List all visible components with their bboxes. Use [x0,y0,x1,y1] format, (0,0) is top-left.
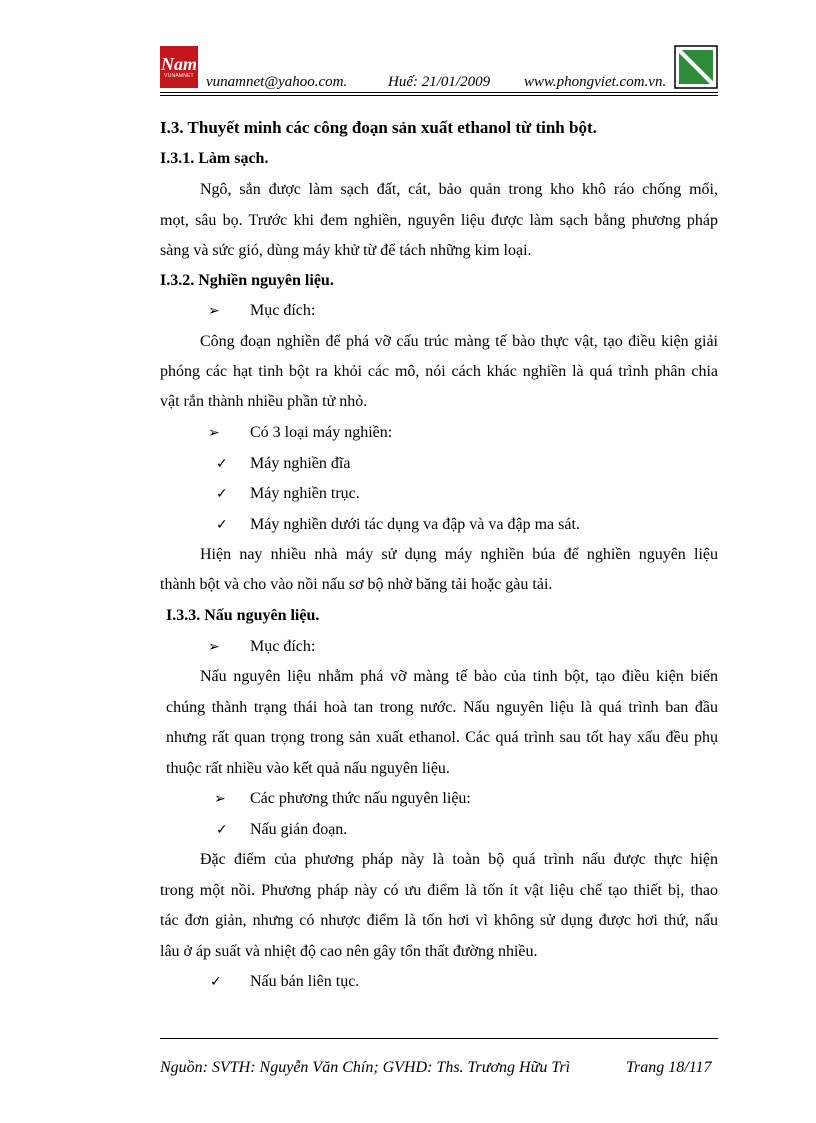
paragraph-line: Đặc điểm của phương pháp này là toàn bộ quá trình nấu được thực hiện [200,851,718,868]
paragraph-line: trong một nồi. Phương pháp này có ưu điểm là tốn ít vật liệu chế tạo thiết bị, thao [160,882,718,899]
list-item-check: Máy nghiền dưới tác dụng va đập và va đập ma sát. [250,516,580,533]
list-item-check: Nấu bán liên tục. [250,973,360,990]
section-title: I.3. Thuyết minh các công đoạn sản xuất ethanol từ tinh bột. [160,118,597,137]
paragraph-line: tác đơn giản, nhưng có nhược điểm là tốn hơi vì không sử dụng được hơi thứ, nấu [160,912,718,929]
footer-rule [160,1038,718,1039]
arrow-bullet-icon: ➢ [214,791,226,807]
list-item-types: Có 3 loại máy nghiền: [250,424,393,441]
header-date: Huế: 21/01/2009 [388,74,491,90]
paragraph-line: Công đoạn nghiền để phá vỡ cấu trúc màng tế bào thực vật, tạo điều kiện giải [200,333,718,350]
arrow-bullet-icon: ➢ [208,303,220,319]
heading-nghien: I.3.2. Nghiền nguyên liệu. [160,272,334,289]
checkmark-bullet-icon: ✓ [210,974,222,990]
phongviet-logo [674,45,718,89]
header-email: vunamnet@yahoo.com. [206,74,348,90]
paragraph-line: Ngô, sắn được làm sạch đất, cát, bảo quản trong kho khô ráo chống mối, [200,181,718,198]
paragraph-line: sàng và sức gió, dùng máy khử từ để tách những kim loại. [160,242,532,259]
list-item-check: Máy nghiền trục. [250,485,360,502]
arrow-bullet-icon: ➢ [208,425,220,441]
heading-nau: I.3.3. Nấu nguyên liệu. [166,607,320,624]
header-website: www.phongviet.com.vn. [524,74,667,90]
checkmark-bullet-icon: ✓ [216,456,228,472]
checkmark-bullet-icon: ✓ [216,822,228,838]
list-item-purpose: Mục đích: [250,638,316,655]
paragraph-line: thuộc rất nhiều vào kết quả nấu nguyên liệu. [166,760,450,777]
paragraph-line: chúng thành trạng thái hoà tan trong nước. Nấu nguyên liệu là quá trình ban đầu [166,699,718,716]
list-item-methods: Các phương thức nấu nguyên liệu: [250,790,471,807]
footer-source: Nguồn: SVTH: Nguyễn Văn Chín; GVHD: Ths. Trương Hữu Trì [160,1059,571,1076]
paragraph-line: phóng các hạt tinh bột ra khỏi các mô, nói cách khác nghiền là quá trình phân chia [160,363,718,380]
list-item-check: Nấu gián đoạn. [250,821,348,838]
paragraph-line: vật rắn thành nhiều phần tử nhỏ. [160,393,368,410]
arrow-bullet-icon: ➢ [208,639,220,655]
header-rule-double [160,95,718,96]
paragraph-line: Hiện nay nhiều nhà máy sử dụng máy nghiền búa để nghiền nguyên liệu [200,546,718,563]
vunamnet-logo [160,46,198,88]
header-rule [160,92,718,93]
checkmark-bullet-icon: ✓ [216,486,228,502]
paragraph-line: thành bột và cho vào nồi nấu sơ bộ nhờ băng tải hoặc gàu tải. [160,576,553,593]
list-item-check: Máy nghiền đĩa [250,455,351,472]
logo-sub-text: VUNAMNET [164,73,194,79]
heading-lam-sach: I.3.1. Làm sạch. [160,150,269,167]
list-item-purpose: Mục đích: [250,302,316,319]
page-number: Trang 18/117 [626,1059,712,1076]
logo-mark-text: Nam [161,54,197,74]
checkmark-bullet-icon: ✓ [216,517,228,533]
paragraph-line: lâu ở áp suất và nhiệt độ cao nên gây tổn thất đường nhiều. [160,943,538,960]
paragraph-line: mọt, sâu bọ. Trước khi đem nghiền, nguyên liệu được làm sạch bằng phương pháp [160,212,718,229]
paragraph-line: Nấu nguyên liệu nhằm phá vỡ màng tế bào của tinh bột, tạo điều kiện biến [200,668,718,685]
paragraph-line: nhưng rất quan trọng trong sản xuất ethanol. Các quá trình sau tốt hay xấu đều phụ [166,729,718,746]
